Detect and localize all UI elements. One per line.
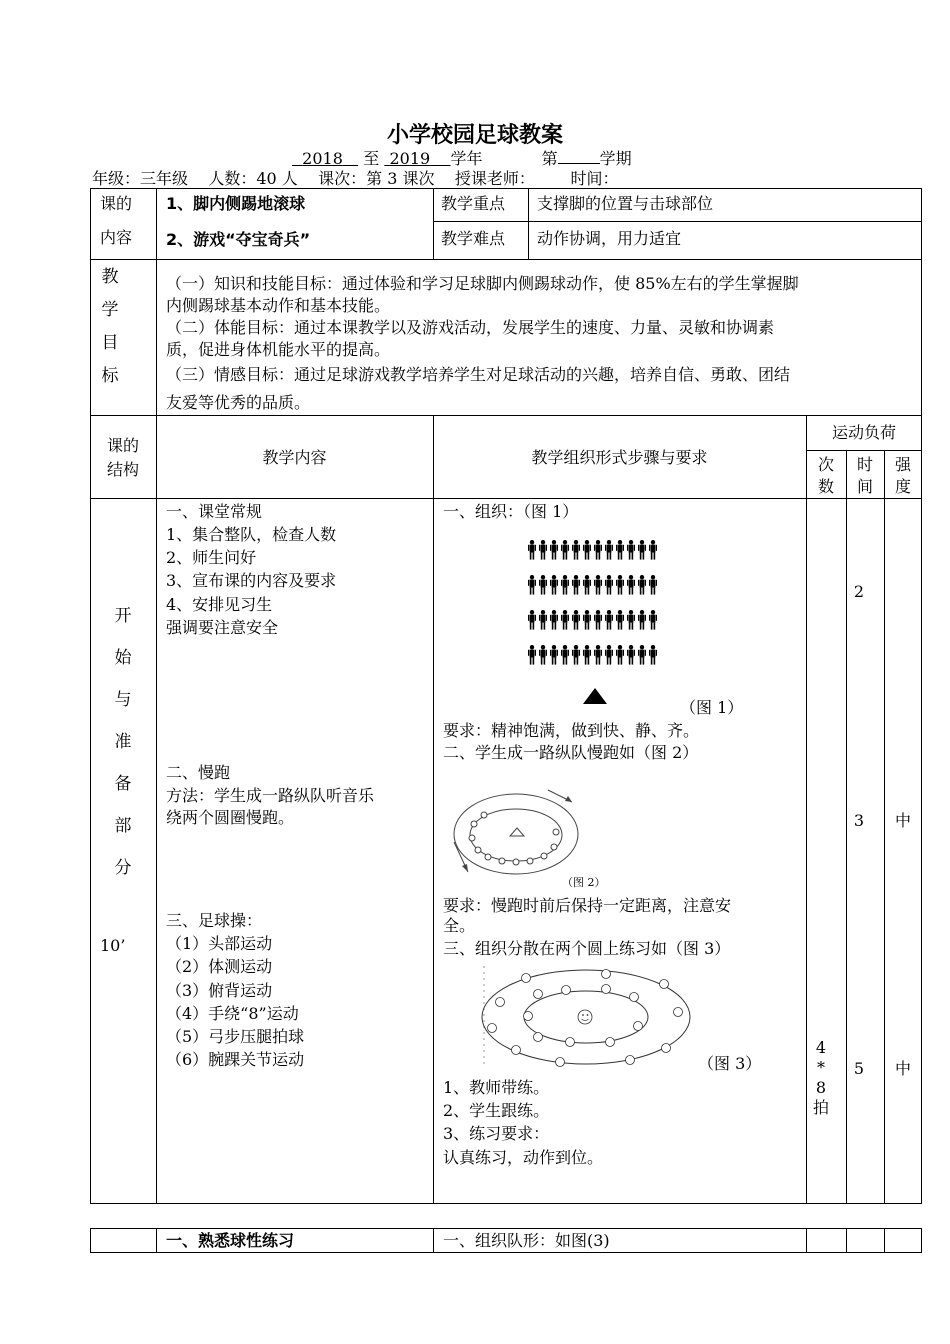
fig-2-caption: （图 2） [562, 876, 606, 889]
times-header-1: 次 [817, 455, 834, 474]
intensity-header-2: 度 [894, 477, 911, 496]
circles-figure-3 [478, 962, 703, 1074]
row-3 [528, 610, 657, 630]
reps-3: 8 [815, 1078, 827, 1097]
page-title: 小学校园足球教案 [386, 123, 563, 148]
row-2 [528, 575, 657, 595]
goal-2b: 质，促进身体机能水平的提高。 [166, 340, 391, 359]
duration-header-1: 时 [856, 455, 873, 474]
reps-1: 4 [815, 1038, 827, 1057]
load-header: 运动负荷 [831, 423, 896, 442]
routine-2: 2、师生问好 [166, 548, 257, 567]
part-label-6: 部 [114, 816, 132, 836]
duration-jog: 3 [853, 811, 865, 830]
jogging-figure-2 [448, 782, 588, 890]
jog-1: 方法：学生成一路纵队听音乐 [166, 786, 375, 805]
org-2: 二、学生成一路纵队慢跑如（图 2） [443, 743, 699, 762]
goal-3a: （三）情感目标：通过足球游戏教学培养学生对足球活动的兴趣，培养自信、勇敢、团结 [166, 365, 791, 384]
exercise-3: （3）俯背运动 [166, 981, 273, 1000]
exercise-5: （5）弓步压腿拍球 [166, 1027, 305, 1046]
requirement-2a: 要求：慢跑时前后保持一定距离，注意安 [443, 896, 732, 915]
difficulty-label: 教学难点 [441, 229, 506, 248]
teacher-triangle-icon [583, 688, 607, 704]
section2-content: 一、熟悉球性练习 [166, 1231, 295, 1250]
part-label-5: 备 [114, 774, 132, 794]
content-item-2: 2、游戏“夺宝奇兵” [166, 230, 311, 249]
content-header: 教学内容 [262, 448, 327, 467]
requirement-1: 要求：精神饱满，做到快、静、齐。 [443, 721, 700, 740]
goal-2a: （二）体能目标：通过本课教学以及游戏活动，发展学生的速度、力量、灵敏和协调素 [166, 318, 775, 337]
year-from: 2018 [302, 149, 343, 168]
lesson-number: 课次：第 3 课次 [318, 169, 435, 188]
content-label-2: 内容 [100, 228, 133, 247]
xueqi-label: 学期 [599, 149, 632, 168]
structure-header-1: 课的 [106, 436, 139, 455]
routine-5: 强调要注意安全 [166, 618, 279, 637]
part-label-4: 准 [114, 732, 132, 752]
routine-1: 1、集合整队，检查人数 [166, 525, 337, 544]
reps-4: 拍 [812, 1098, 829, 1117]
di-label: 第 [541, 149, 558, 168]
part-label-7: 分 [114, 858, 132, 878]
intensity-jog: 中 [894, 811, 911, 830]
teacher-label: 授课老师： [454, 169, 535, 188]
exercise-1: （1）头部运动 [166, 934, 273, 953]
time-label: 时间： [570, 169, 619, 188]
content-label-1: 课的 [100, 194, 133, 213]
org-1: 一、组织：（图 1） [443, 502, 579, 521]
part-label-1: 开 [114, 606, 132, 626]
goal-1b: 内侧踢球基本动作和基本技能。 [166, 296, 391, 315]
goals-label-4: 标 [101, 366, 119, 386]
row-1 [528, 540, 657, 560]
grade: 年级：三年级 [92, 169, 189, 188]
fig-1-caption: （图 1） [680, 698, 744, 717]
part-label-3: 与 [114, 690, 132, 710]
goals-label-3: 目 [101, 333, 119, 353]
content-item-1: 1、脚内侧踢地滚球 [166, 194, 306, 213]
goal-3b: 友爱等优秀的品质。 [166, 393, 311, 412]
duration-exercise: 5 [853, 1059, 865, 1078]
exercise-6: （6）腕踝关节运动 [166, 1050, 305, 1069]
part-time: 10’ [100, 936, 126, 955]
step-2: 2、学生跟练。 [443, 1101, 550, 1120]
info-line [92, 166, 619, 189]
semester-blank [558, 149, 600, 164]
row-4 [528, 645, 657, 665]
key-point-label: 教学重点 [441, 194, 506, 213]
fig-3-caption: （图 3） [698, 1054, 762, 1073]
routine-3: 3、宣布课的内容及要求 [166, 571, 337, 590]
difficulty-value: 动作协调，用力适宜 [537, 229, 682, 248]
reps-2: * [817, 1058, 825, 1077]
section2-org: 一、组织队形：如图(3) [443, 1231, 610, 1250]
year-sep: 至 [363, 149, 380, 168]
exercise-4: （4）手绕“8”运动 [166, 1004, 299, 1023]
step-1: 1、教师带练。 [443, 1078, 550, 1097]
routine-title: 一、课堂常规 [166, 502, 263, 521]
structure-header-2: 结构 [106, 460, 139, 479]
jog-2: 绕两个圆圈慢跑。 [166, 808, 295, 827]
exercise-2: （2）体测运动 [166, 957, 273, 976]
routine-4: 4、安排见习生 [166, 595, 273, 614]
key-point-value: 支撑脚的位置与击球部位 [537, 194, 714, 213]
jog-title: 二、慢跑 [166, 763, 231, 782]
exercise-title: 三、足球操： [166, 911, 263, 930]
step-4: 认真练习，动作到位。 [443, 1148, 604, 1167]
intensity-header-1: 强 [894, 455, 911, 474]
part-label-2: 始 [114, 648, 132, 668]
step-3: 3、练习要求： [443, 1124, 550, 1143]
intensity-exercise: 中 [894, 1059, 911, 1078]
org-3: 三、组织分散在两个圆上练习如（图 3） [443, 939, 731, 958]
xuenian-label: 学年 [450, 149, 483, 168]
formation-figure-1 [520, 535, 670, 670]
duration-header-2: 间 [856, 477, 873, 496]
times-header-2: 数 [817, 477, 834, 496]
organization-header: 教学组织形式步骤与要求 [531, 448, 708, 467]
year-to: 2019 [389, 149, 431, 168]
student-count: 人数：40 人 [208, 169, 298, 188]
goal-1a: （一）知识和技能目标：通过体验和学习足球脚内侧踢球动作，使 85%左右的学生掌握脚 [166, 274, 799, 293]
requirement-2b: 全。 [443, 916, 476, 935]
goals-label-1: 教 [101, 267, 119, 287]
duration-routine: 2 [853, 582, 865, 601]
goals-label-2: 学 [101, 300, 119, 320]
